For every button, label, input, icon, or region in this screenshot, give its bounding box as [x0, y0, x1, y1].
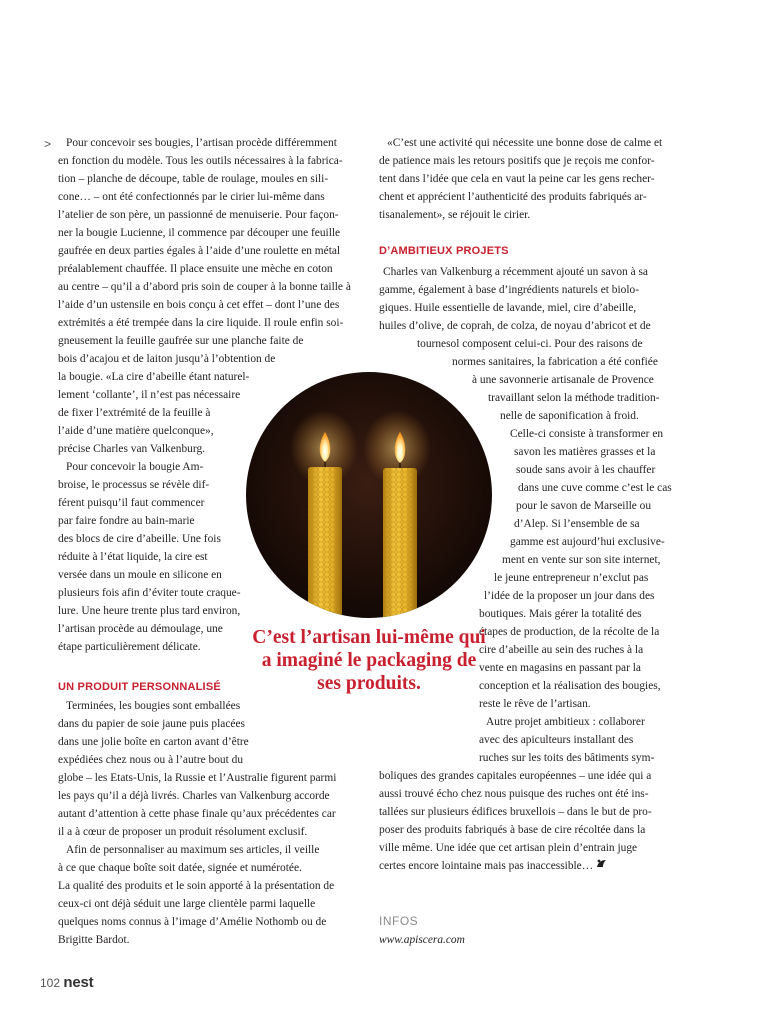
- text-line: boutiques. Mais gérer la totalité des: [479, 608, 642, 620]
- text-line: certes encore lointaine mais pas inaccessible…: [379, 857, 607, 875]
- text-line: tisanalement», se réjouit le cirier.: [379, 209, 531, 221]
- text-line: gneusement la feuille gaufrée sur une planche faite de: [58, 335, 304, 347]
- text-line: poser des produits fabriqués à base de cire récoltée dans la: [379, 824, 646, 836]
- section-heading-personnalise: UN PRODUIT PERSONNALISÉ: [58, 681, 221, 693]
- text-line: normes sanitaires, la fabrication a été confiée: [452, 356, 658, 368]
- text-line: travaillant selon la méthode tradition-: [488, 392, 660, 404]
- text-line: tion – planche de découpe, table de roulage, moules en sili-: [58, 173, 329, 185]
- text-line: La qualité des produits et le soin apporté à la présentation de: [58, 880, 335, 892]
- text-line: extrémités a été trempée dans la cire liquide. Il roule enfin soi-: [58, 317, 344, 329]
- text-line: giques. Huile essentielle de lavande, miel, cire d’abeille,: [379, 302, 637, 314]
- text-line: l’aide d’un ustensile en bois conçu à cet effet – dont l’une des: [58, 299, 340, 311]
- page-number: 102: [40, 976, 61, 990]
- text-line: tent dans l’idée que cela en vaut la peine car les gens recher-: [379, 173, 655, 185]
- text-line: étape particulièrement délicate.: [58, 641, 201, 653]
- text-line: lure. Une heure trente plus tard environ,: [58, 605, 241, 617]
- text-line: Celle-ci consiste à transformer en: [510, 428, 664, 440]
- text-line: d’Alep. Si l’ensemble de sa: [514, 518, 640, 530]
- continuation-arrow: >: [44, 137, 52, 151]
- text-line: des blocs de cire d’abeille. Une fois: [58, 533, 221, 545]
- text-line: boliques des grandes capitales européennes – une idée qui a: [379, 770, 652, 782]
- text-line: étapes de production, de la récolte de la: [479, 626, 660, 638]
- pull-quote: C’est l’artisan lui-même qui a imaginé le packaging de ses produits.: [252, 627, 486, 694]
- text-line: l’aide d’une matière quelconque»,: [58, 425, 214, 437]
- text-line: gamme est aujourd’hui exclusive-: [510, 536, 665, 548]
- text-line: reste le rêve de l’artisan.: [479, 698, 591, 710]
- infos-heading: INFOS: [379, 914, 419, 928]
- text-line: vente en magasins en passant par la: [479, 662, 641, 674]
- text-line: huiles d’olive, de coprah, de colza, de noyau d’abricot et de: [379, 320, 651, 332]
- page-footer: [40, 974, 93, 991]
- text-line: gaufrée en deux parties égales à l’aide d’une roulette en métal: [58, 245, 341, 257]
- text-line: tournesol composent celui-ci. Pour des raisons de: [417, 338, 643, 350]
- website-link[interactable]: www.apiscera.com: [379, 934, 465, 946]
- text-line: ruches sur les toits des bâtiments sym-: [479, 752, 655, 764]
- text-line: tallées sur plusieurs édifices bruxellois – dans le but de pro-: [379, 806, 652, 818]
- text-line: gamme, également à base d’ingrédients naturels et biolo-: [379, 284, 639, 296]
- candles-photo: [246, 372, 492, 618]
- magazine-logo: nest: [63, 974, 94, 991]
- text-line: savon les matières grasses et la: [514, 446, 656, 458]
- text-line: cire d’abeille au sein des ruches à la: [479, 644, 644, 656]
- text-line: ceux-ci ont déjà séduit une large clientèle parmi laquelle: [58, 898, 316, 910]
- text-line: nelle de saponification à froid.: [500, 410, 639, 422]
- text-line: de patience mais les retours positifs que je reçois me confor-: [379, 155, 655, 167]
- text-line: les pays qu’il a déjà livrés. Charles van Valkenburg accorde: [58, 790, 330, 802]
- text-line: dans une cuve comme c’est le cas: [518, 482, 672, 494]
- section-heading-projets: D’AMBITIEUX PROJETS: [379, 245, 509, 257]
- end-mark-icon: [596, 857, 607, 875]
- text-line: l’artisan procède au démoulage, une: [58, 623, 223, 635]
- text-line: bois d’acajou et de laiton jusqu’à l’obtention de: [58, 353, 276, 365]
- text-line: ment en vente sur son site internet,: [502, 554, 661, 566]
- text-line: globe – les Etats-Unis, la Russie et l’Australie figurent parmi: [58, 772, 337, 784]
- text-line: Terminées, les bougies sont emballées: [66, 700, 241, 712]
- text-line: versée dans un moule en silicone en: [58, 569, 222, 581]
- text-line: aussi trouvé écho chez nous puisque des ruches ont été ins-: [379, 788, 649, 800]
- text-line: dans du papier de soie jaune puis placées: [58, 718, 245, 730]
- text-line: la bougie. «La cire d’abeille étant naturel-: [58, 371, 250, 383]
- text-line: expédiées chez nous ou à l’autre bout du: [58, 754, 244, 766]
- text-line: le jeune entrepreneur n’exclut pas: [494, 572, 649, 584]
- text-line: Pour concevoir la bougie Am-: [66, 461, 204, 473]
- text-line: quelques noms connus à l’image d’Amélie Nothomb ou de: [58, 916, 327, 928]
- text-line: il a à cœur de proposer un produit résolument exclusif.: [58, 826, 308, 838]
- text-line: en fonction du modèle. Tous les outils nécessaires à la fabrica-: [58, 155, 343, 167]
- text-line: férent puisqu’il faut commencer: [58, 497, 205, 509]
- text-line: «C’est une activité qui nécessite une bonne dose de calme et: [387, 137, 663, 149]
- text-line: ner la bougie Lucienne, il commence par découper une feuille: [58, 227, 341, 239]
- text-line: ville même. Une idée que cet artisan plein d’entrain juge: [379, 842, 638, 854]
- text-line: précise Charles van Valkenburg.: [58, 443, 205, 455]
- text-line: plusieurs fois afin d’éviter toute craque-: [58, 587, 241, 599]
- text-line: à une savonnerie artisanale de Provence: [472, 374, 654, 386]
- text-line: l’atelier de son père, un passionné de menuiserie. Pour façon-: [58, 209, 339, 221]
- text-line: par faire fondre au bain-marie: [58, 515, 195, 527]
- text-line: Autre projet ambitieux : collaborer: [486, 716, 645, 728]
- text-line: autant d’attention à cette phase finale qu’aux précédentes car: [58, 808, 336, 820]
- text-line: cone… – ont été confectionnés par le cirier lui-même dans: [58, 191, 325, 203]
- text-line: au centre – qu’il a d’abord pris soin de couper à la bonne taille à: [58, 281, 351, 293]
- text-line: réduite à l’état liquide, la cire est: [58, 551, 208, 563]
- text-line: l’idée de la proposer un jour dans des: [484, 590, 655, 602]
- text-line: dans une jolie boîte en carton avant d’être: [58, 736, 249, 748]
- text-line: Pour concevoir ses bougies, l’artisan procède différemment: [66, 137, 337, 149]
- text-line: Brigitte Bardot.: [58, 934, 130, 946]
- text-line: lement ‘collante’, il n’est pas nécessaire: [58, 389, 241, 401]
- text-line: conception et la réalisation des bougies,: [479, 680, 661, 692]
- text-line: Charles van Valkenburg a récemment ajouté un savon à sa: [383, 266, 648, 278]
- text-line: Afin de personnaliser au maximum ses articles, il veille: [66, 844, 320, 856]
- text-line: de fixer l’extrémité de la feuille à: [58, 407, 211, 419]
- text-line: avec des apiculteurs installant des: [479, 734, 634, 746]
- text-line: broise, le processus se révèle dif-: [58, 479, 210, 491]
- text-line: pour le savon de Marseille ou: [516, 500, 652, 512]
- text-line: chent et apprécient l’authenticité des produits fabriqués ar-: [379, 191, 647, 203]
- text-line: à ce que chaque boîte soit datée, signée et numérotée.: [58, 862, 302, 874]
- text-line: soude sans avoir à les chauffer: [516, 464, 656, 476]
- text-line: préalablement chauffée. Il place ensuite une mèche en coton: [58, 263, 333, 275]
